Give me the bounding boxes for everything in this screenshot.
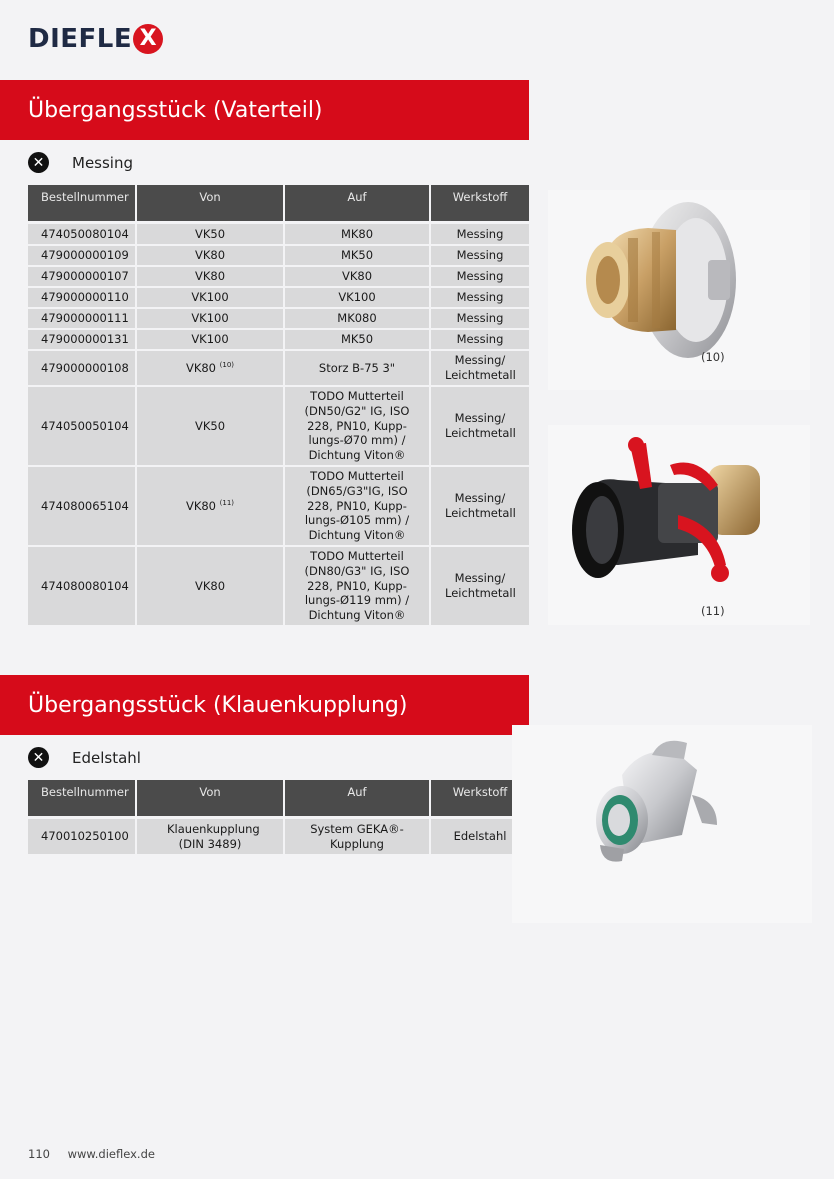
section-title: Übergangsstück (Vaterteil) [28, 97, 323, 123]
table-row [28, 245, 529, 266]
table-header-row [28, 185, 529, 222]
cell-werkstoff: Messing/ Leichtmetall [430, 350, 529, 386]
cell-auf: Storz B-75 3" [284, 350, 430, 386]
cell-von: VK100 [136, 329, 284, 350]
material-name: Messing [72, 153, 133, 172]
product-table-klauenkupplung [28, 780, 529, 856]
cell-nr: 479000000110 [28, 287, 136, 308]
cell-von: VK50 [136, 386, 284, 466]
cell-werkstoff: Messing/ Leichtmetall [430, 546, 529, 626]
material-name: Edelstahl [72, 748, 141, 767]
cell-werkstoff: Messing [430, 329, 529, 350]
col-header-auf: Auf [284, 185, 430, 222]
cell-von: VK100 [136, 287, 284, 308]
cell-nr: 470010250100 [28, 819, 136, 855]
table-row [28, 308, 529, 329]
page-number: 110 [28, 1147, 50, 1161]
table-row [28, 287, 529, 308]
section-banner-vaterteil [0, 80, 529, 140]
table-row [28, 466, 529, 546]
product-image-claw-coupling [512, 725, 812, 923]
logo-wordmark: DIEFLE [28, 24, 133, 54]
cell-nr: 474080065104 [28, 466, 136, 546]
cell-auf: MK50 [284, 329, 430, 350]
section-banner-klauenkupplung [0, 675, 529, 735]
col-header-werkstoff: Werkstoff [430, 780, 529, 817]
cell-werkstoff: Messing [430, 287, 529, 308]
page-footer [28, 1147, 155, 1161]
cell-werkstoff: Messing [430, 245, 529, 266]
x-mark-icon: ✕ [28, 152, 49, 173]
col-header-werkstoff: Werkstoff [430, 185, 529, 222]
cell-nr: 479000000131 [28, 329, 136, 350]
material-label [28, 747, 141, 768]
cell-werkstoff: Messing/ Leichtmetall [430, 466, 529, 546]
cell-nr: 474050050104 [28, 386, 136, 466]
col-header-bestellnummer: Bestellnummer [28, 185, 136, 222]
cell-werkstoff: Messing [430, 224, 529, 245]
cell-auf: TODO Mutterteil (DN50/G2" IG, ISO 228, PN10, Kupp-lungs-Ø70 mm) / Dichtung Viton® [284, 386, 430, 466]
logo-x-icon: X [133, 24, 163, 54]
table-row [28, 329, 529, 350]
table-row [28, 386, 529, 466]
cell-auf: System GEKA®-Kupplung [284, 819, 430, 855]
cell-von [136, 350, 284, 386]
cell-nr: 479000000108 [28, 350, 136, 386]
cell-nr: 474050080104 [28, 224, 136, 245]
cell-von: VK80 [136, 266, 284, 287]
table-row [28, 266, 529, 287]
cell-nr: 474080080104 [28, 546, 136, 626]
cell-nr: 479000000111 [28, 308, 136, 329]
brand-logo [28, 22, 163, 56]
product-image-adapter-10 [548, 190, 810, 390]
material-label [28, 152, 133, 173]
cell-auf: MK080 [284, 308, 430, 329]
cell-von: Klauenkupplung (DIN 3489) [136, 819, 284, 855]
product-table-vaterteil [28, 185, 529, 627]
cell-auf: VK80 [284, 266, 430, 287]
claw-coupling-illustration [512, 725, 812, 923]
footnote-ref: (10) [219, 360, 235, 369]
col-header-von: Von [136, 780, 284, 817]
cell-auf: MK80 [284, 224, 430, 245]
coupling-adapter-illustration [548, 425, 810, 625]
cell-von [136, 466, 284, 546]
von-value: VK80 [185, 360, 216, 375]
cell-werkstoff: Edelstahl [430, 819, 529, 855]
footnote-ref: (11) [219, 498, 235, 507]
cell-auf: TODO Mutterteil (DN65/G3"IG, ISO 228, PN10, Kupp-lungs-Ø105 mm) / Dichtung Viton® [284, 466, 430, 546]
cell-werkstoff: Messing/ Leichtmetall [430, 386, 529, 466]
cell-von: VK80 [136, 245, 284, 266]
x-mark-icon: ✕ [28, 747, 49, 768]
brass-adapter-illustration [548, 190, 810, 390]
section-title: Übergangsstück (Klauenkupplung) [28, 692, 408, 718]
cell-werkstoff: Messing [430, 308, 529, 329]
cell-nr: 479000000109 [28, 245, 136, 266]
table-row [28, 819, 529, 855]
cell-werkstoff: Messing [430, 266, 529, 287]
table-header-row [28, 780, 529, 817]
col-header-von: Von [136, 185, 284, 222]
image-caption-10: (10) [701, 350, 725, 364]
cell-von: VK100 [136, 308, 284, 329]
col-header-bestellnummer: Bestellnummer [28, 780, 136, 817]
product-image-adapter-11 [548, 425, 810, 625]
col-header-auf: Auf [284, 780, 430, 817]
cell-von: VK80 [136, 546, 284, 626]
cell-auf: TODO Mutterteil (DN80/G3" IG, ISO 228, PN10, Kupp-lungs-Ø119 mm) / Dichtung Viton® [284, 546, 430, 626]
footer-url[interactable]: www.dieflex.de [67, 1147, 155, 1161]
cell-nr: 479000000107 [28, 266, 136, 287]
table-row [28, 350, 529, 386]
cell-von: VK50 [136, 224, 284, 245]
image-caption-11: (11) [701, 604, 725, 618]
table-row [28, 546, 529, 626]
cell-auf: VK100 [284, 287, 430, 308]
cell-auf: MK50 [284, 245, 430, 266]
von-value: VK80 [185, 498, 216, 513]
table-row [28, 224, 529, 245]
